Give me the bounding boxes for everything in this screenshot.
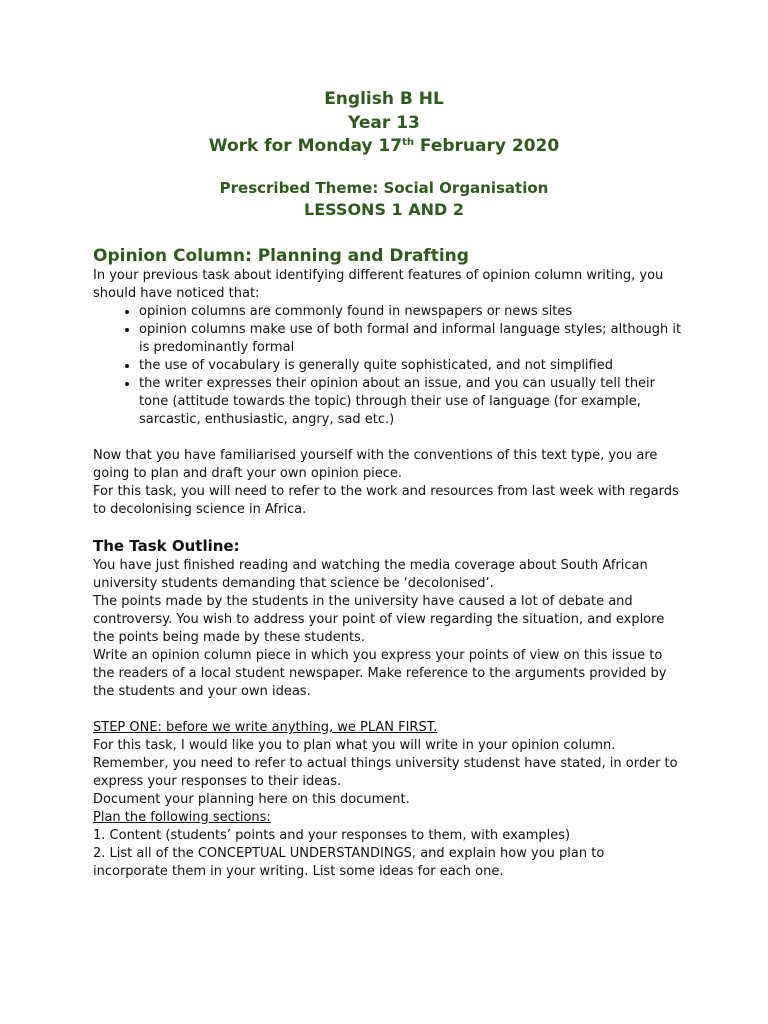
task-outline-title: The Task Outline:	[93, 537, 240, 555]
plan-sections-heading: Plan the following sections:	[93, 810, 271, 825]
date-suffix: February 2020	[414, 136, 560, 156]
lessons-title: LESSONS 1 AND 2	[304, 200, 464, 219]
plan-item: 2. List all of the CONCEPTUAL UNDERSTANDINGS, and explain how you plan to incorporate them in your writing. List some ideas for each one.	[93, 846, 605, 879]
date-prefix: Work for Monday 17	[208, 136, 403, 156]
paragraph: Remember, you need to refer to actual things university studenst have stated, in order to express your responses to their ideas.	[93, 756, 678, 789]
paragraph: For this task, you will need to refer to the work and resources from last week with regards to decolonising science in Africa.	[93, 484, 679, 517]
paragraph: You have just finished reading and watching the media coverage about South African university students demanding that science be ‘decolonised’.	[93, 558, 648, 591]
intro-paragraph: In your previous task about identifying different features of opinion column writing, you should have noticed that:	[93, 268, 664, 301]
section-task-outline	[93, 535, 683, 881]
paragraph: Write an opinion column piece in which you express your points of view on this issue to the readers of a local student newspaper. Make reference to the arguments provided by the students and your own ideas.	[93, 648, 667, 699]
date-superscript: th	[402, 137, 414, 148]
list-item: • the writer expresses their opinion about an issue, and you can usually tell their tone (attitude towards the topic) through their use of language (for example, sarcastic, enthusiastic, angry, sad etc.)	[139, 375, 683, 429]
list-item: • opinion columns make use of both formal and informal language styles; although it is predominantly formal	[139, 321, 683, 357]
section-opinion-column	[93, 245, 683, 519]
course-title: English B HL	[324, 89, 444, 109]
plan-item: 1. Content (students’ points and your responses to them, with examples)	[93, 828, 571, 843]
features-list	[93, 303, 683, 429]
document-header	[0, 88, 768, 159]
paragraph: The points made by the students in the university have caused a lot of debate and controversy. You wish to address your point of view regarding the situation, and explore the points being made by these students.	[93, 594, 665, 645]
theme-block	[0, 177, 768, 221]
list-item: • the use of vocabulary is generally quite sophisticated, and not simplified	[139, 357, 683, 375]
paragraph: Document your planning here on this document.	[93, 792, 410, 807]
paragraph: For this task, I would like you to plan what you will write in your opinion column.	[93, 738, 616, 753]
date-title	[0, 135, 768, 159]
list-item: • opinion columns are commonly found in newspapers or news sites	[139, 303, 683, 321]
prescribed-theme: Prescribed Theme: Social Organisation	[219, 179, 549, 197]
section-title: Opinion Column: Planning and Drafting	[93, 246, 469, 266]
year-title: Year 13	[348, 112, 420, 133]
step-one-heading: STEP ONE: before we write anything, we PLAN FIRST.	[93, 720, 438, 735]
paragraph: Now that you have familiarised yourself with the conventions of this text type, you are going to plan and draft your own opinion piece.	[93, 448, 658, 481]
